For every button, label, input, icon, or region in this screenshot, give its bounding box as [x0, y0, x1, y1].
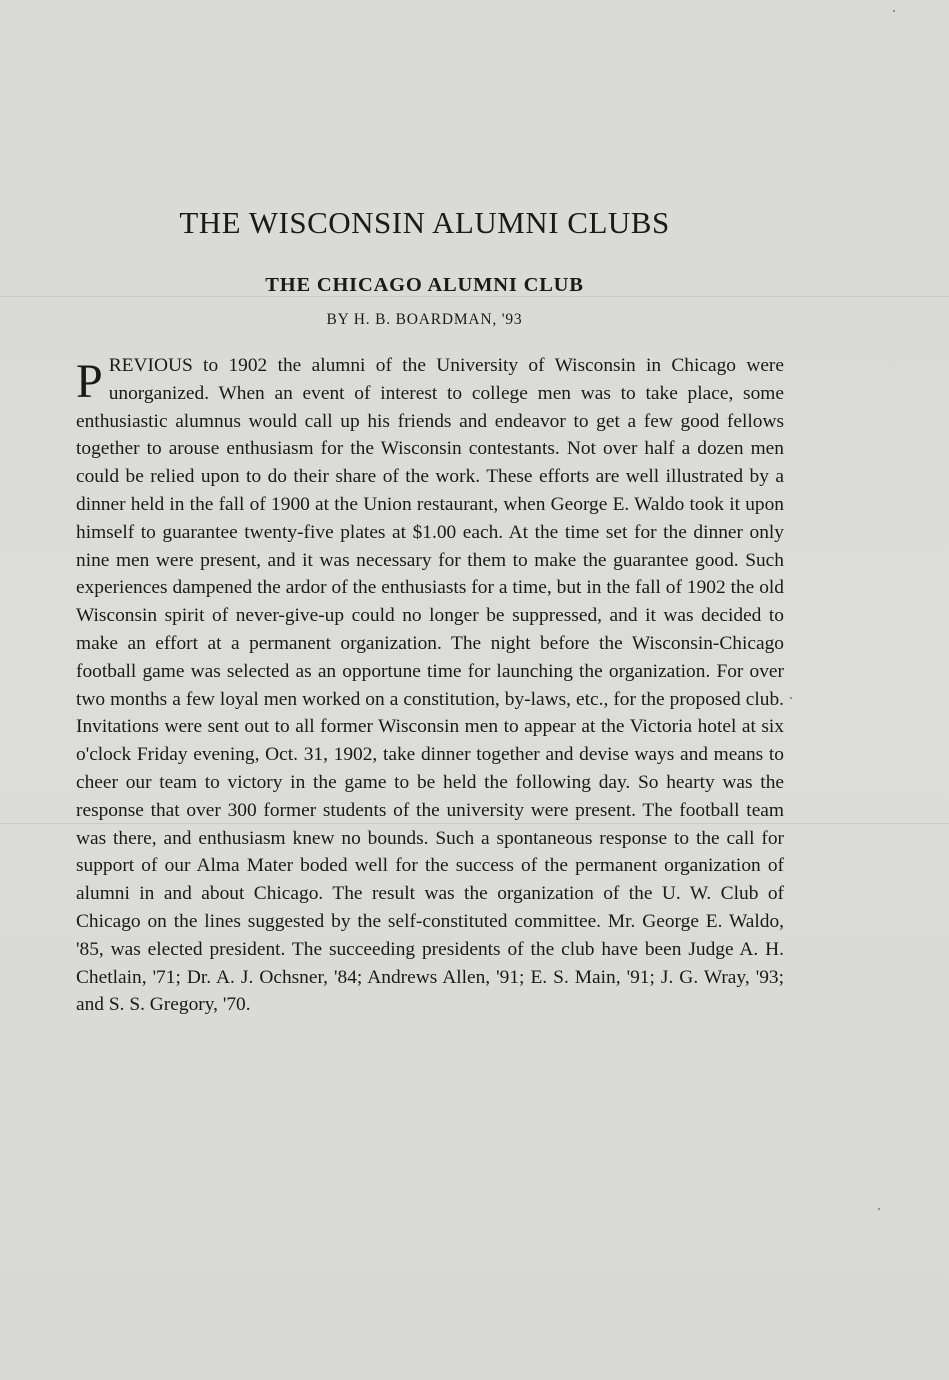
author-byline: BY H. B. BOARDMAN, '93	[326, 311, 523, 328]
article-title: THE WISCONSIN ALUMNI CLUBS	[179, 205, 670, 240]
article-body-text: REVIOUS to 1902 the alumni of the University of Wisconsin in Chicago were unorganized. When an event of interest to college men was to take place, some enthusiastic alumnus would call up his friends and endeavor to get a few good fellows together to arouse enthusiasm for the Wisconsin contestants. Not over half a dozen men could be relied upon to do their share of the work. These efforts are well illustrated by a dinner held in the fall of 1900 at the Union restaurant, when George E. Waldo took it upon himself to guarantee twenty-five plates at $1.00 each. At the time set for the dinner only nine men were present, and it was necessary for them to make the guarantee good. Such experiences dampened the ardor of the enthusiasts for a time, but in the fall of 1902 the old Wisconsin spirit of never-give-up could no longer be suppressed, and it was decided to make an effort at a permanent organization. The night before the Wisconsin-Chicago football game was selected as an opportune time for launching the organization. For over two months a few loyal men worked on a constitution, by-laws, etc., for the proposed club. Invitations were sent out to all former Wisconsin men to appear at the Victoria hotel at six o'clock Friday evening, Oct. 31, 1902, take dinner together and devise ways and means to cheer our team to victory in the game to be held the following day. So hearty was the response that over 300 former students of the university were present. The football team was there, and enthusiasm knew no bounds. Such a spontaneous response to the call for support of our Alma Mater boded well for the success of the permanent organization of alumni in and about Chicago. The result was the organization of the U. W. Club of Chicago on the lines suggested by the self-constituted committee. Mr. George E. Waldo, '85, was elected president. The succeeding presidents of the club have been Judge A. H. Chetlain, '71; Dr. A. J. Ochsner, '84; Andrews Allen, '91; E. S. Main, '91; J. G. Wray, '93; and S. S. Gregory, '70.	[76, 355, 784, 1016]
drop-cap: P	[76, 355, 103, 408]
scan-speck	[790, 697, 792, 699]
scan-speck	[878, 1208, 880, 1210]
article-body	[76, 352, 784, 1019]
section-subtitle: THE CHICAGO ALUMNI CLUB	[265, 274, 584, 296]
scan-speck	[893, 10, 895, 12]
